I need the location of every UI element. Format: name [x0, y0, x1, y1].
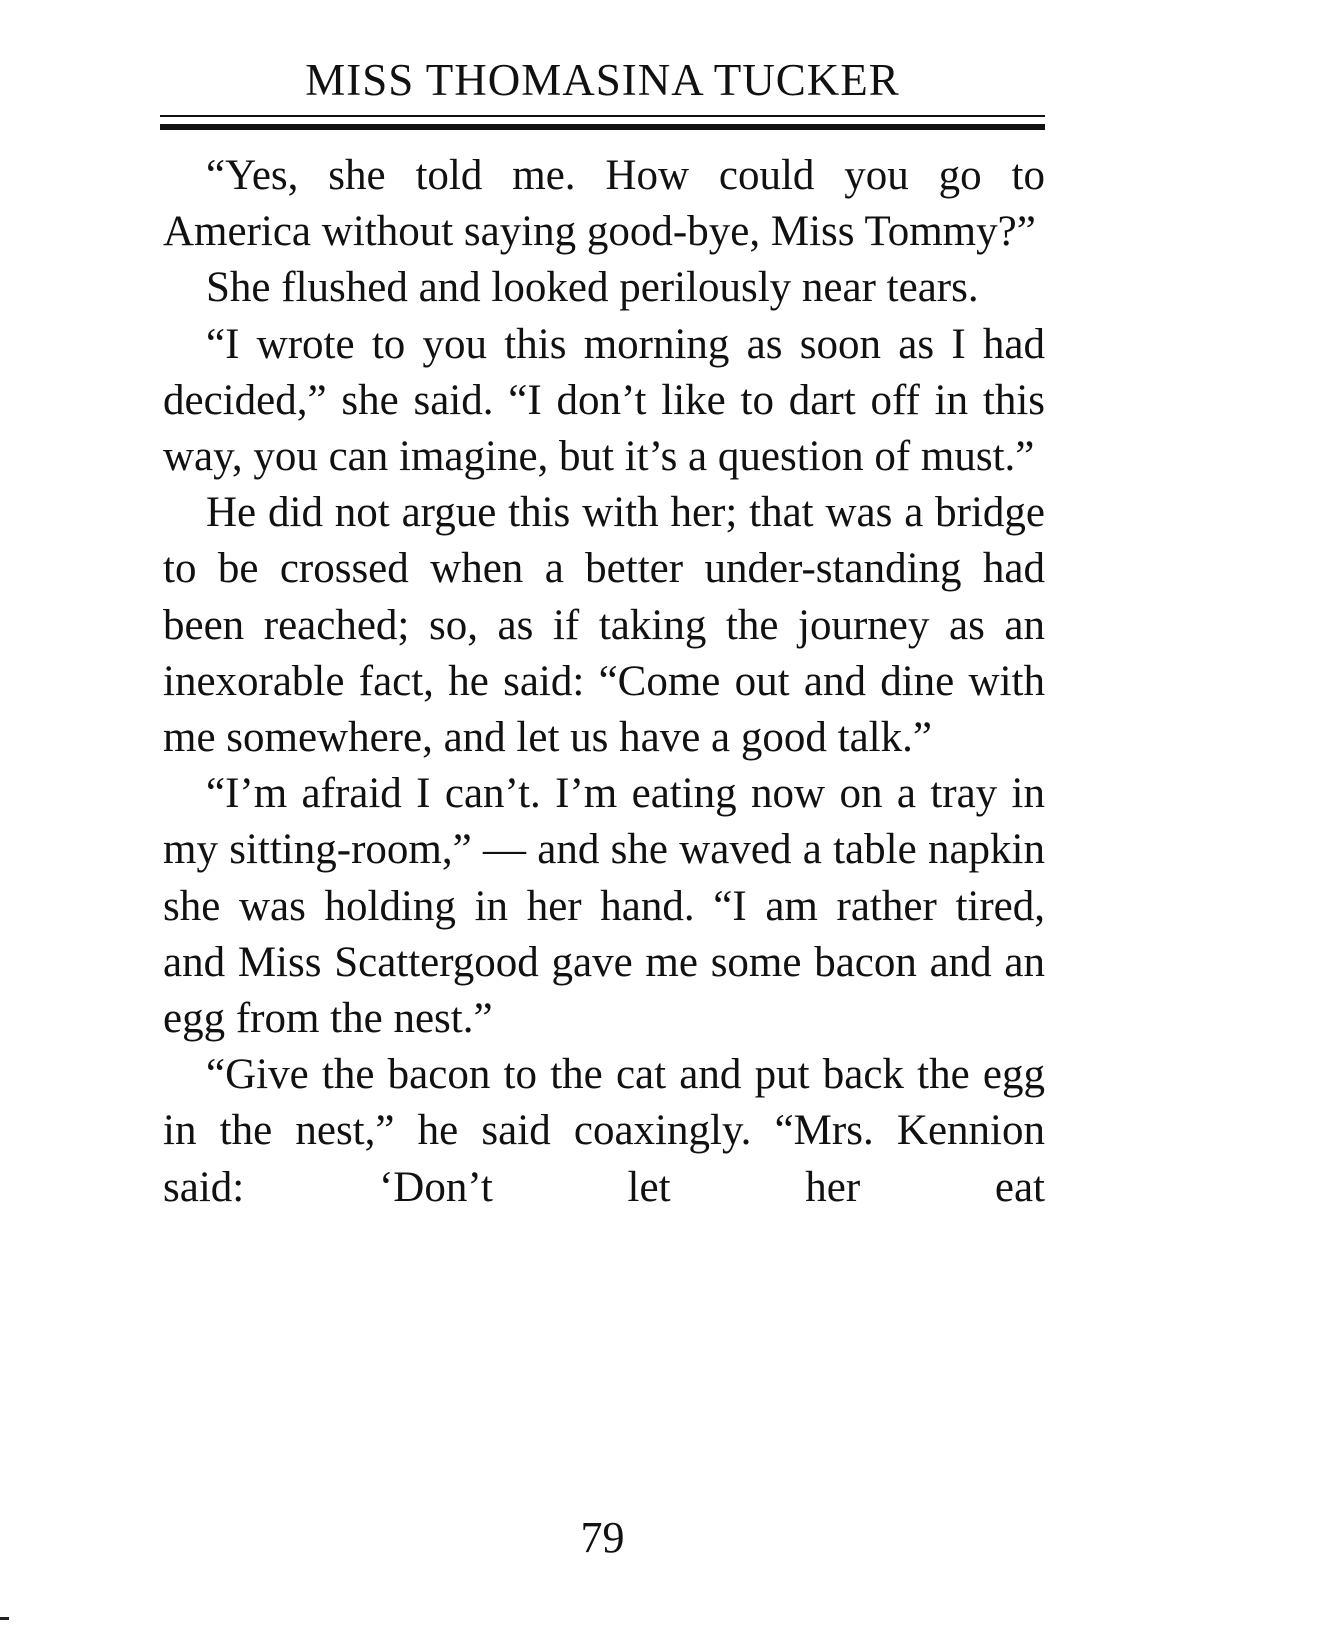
- paragraph: “Yes, she told me. How could you go to America without saying good-bye, Miss Tommy?”: [163, 152, 1045, 256]
- paragraph: “I wrote to you this morning as soon as I had decided,” she said. “I don’t like to dart off in this way, you can imagine, but it’s a question of must.”: [163, 320, 1045, 481]
- body-text: [163, 148, 1045, 1216]
- paragraph: “I’m afraid I can’t. I’m eating now on a tray in my sitting-room,” — and she waved a table napkin she was holding in her hand. “I am rather tired, and Miss Scattergood gave me some bacon and an egg from the nest.”: [163, 770, 1045, 1043]
- header-rule-thick: [160, 124, 1045, 130]
- margin-mark: [0, 1617, 9, 1620]
- paragraph: She flushed and looked perilously near tears.: [206, 264, 979, 312]
- header-rule-thin: [160, 115, 1045, 117]
- paragraph: “Give the bacon to the cat and put back the egg in the nest,” he said coaxingly. “Mrs. Kennion said: ‘Don’t let her eat: [163, 1051, 1045, 1211]
- paragraph: He did not argue this with her; that was a bridge to be crossed when a better under-standing had been reached; so, as if taking the journey as an inexorable fact, he said: “Come out and dine with me somewhere, and let us have a good talk.”: [163, 489, 1045, 762]
- running-head: MISS THOMASINA TUCKER: [305, 55, 900, 105]
- header-rule: [160, 115, 1045, 133]
- page-number: 79: [580, 1513, 625, 1562]
